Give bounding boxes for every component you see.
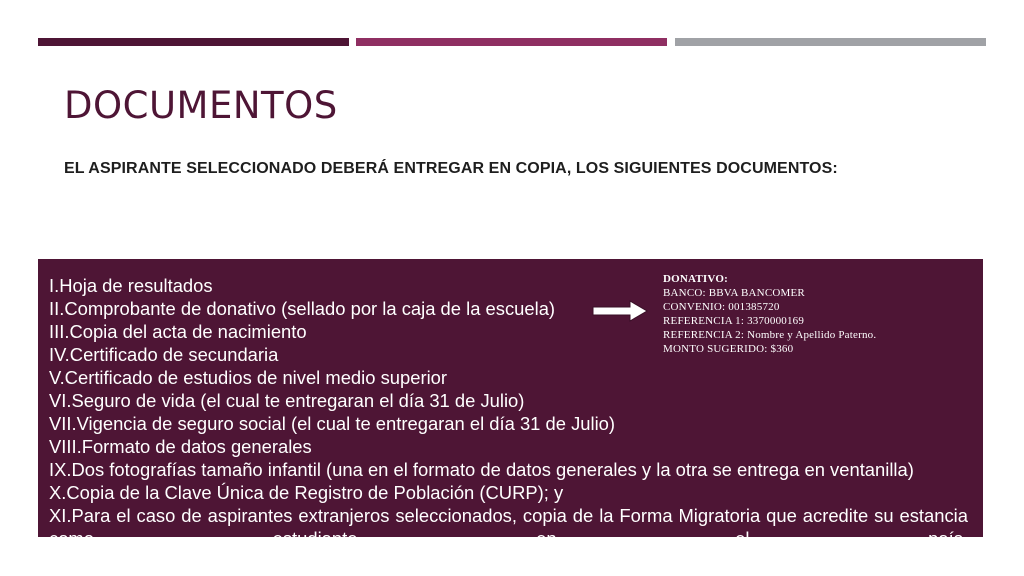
- document-item-10: X.Copia de la Clave Única de Registro de Población (CURP); y: [49, 482, 564, 503]
- document-item-6: VI.Seguro de vida (el cual te entregaran el día 31 de Julio): [49, 390, 525, 411]
- document-item-3: III.Copia del acta de nacimiento: [49, 321, 307, 342]
- right-arrow-icon: [592, 300, 648, 322]
- top-accent-bar-magenta: [356, 38, 667, 46]
- document-item-11: XI.Para el caso de aspirantes extranjeros seleccionados, copia de la Forma Migratoria que acredite su estancia como estudiante en el país.: [49, 505, 968, 549]
- slide-title: DOCUMENTOS: [64, 84, 338, 127]
- top-accent-bar-gray: [675, 38, 986, 46]
- document-item-5: V.Certificado de estudios de nivel medio superior: [49, 367, 448, 388]
- document-item-9: IX.Dos fotografías tamaño infantil (una en el formato de datos generales y la otra se entrega en ventanilla): [49, 459, 914, 480]
- donation-heading: DONATIVO:: [663, 273, 728, 285]
- documents-panel: [38, 259, 983, 549]
- document-item-2: II.Comprobante de donativo (sellado por la caja de la escuela): [49, 298, 556, 319]
- document-item-7: VII.Vigencia de seguro social (el cual te entregaran el día 31 de Julio): [49, 413, 616, 434]
- donation-info: [663, 272, 876, 356]
- donation-bank: BANCO: BBVA BANCOMER: [663, 287, 805, 299]
- donation-amount: MONTO SUGERIDO: $360: [663, 343, 794, 355]
- document-item-8: VIII.Formato de datos generales: [49, 436, 312, 457]
- slide-subtitle: EL ASPIRANTE SELECCIONADO DEBERÁ ENTREGAR EN COPIA, LOS SIGUIENTES DOCUMENTOS:: [64, 160, 838, 177]
- donation-reference-1: REFERENCIA 1: 3370000169: [663, 315, 805, 327]
- document-item-1: I.Hoja de resultados: [49, 275, 213, 296]
- donation-agreement: CONVENIO: 001385720: [663, 301, 780, 313]
- top-accent-bar-dark: [38, 38, 349, 46]
- document-item-4: IV.Certificado de secundaria: [49, 344, 279, 365]
- donation-reference-2: REFERENCIA 2: Nombre y Apellido Paterno.: [663, 329, 877, 341]
